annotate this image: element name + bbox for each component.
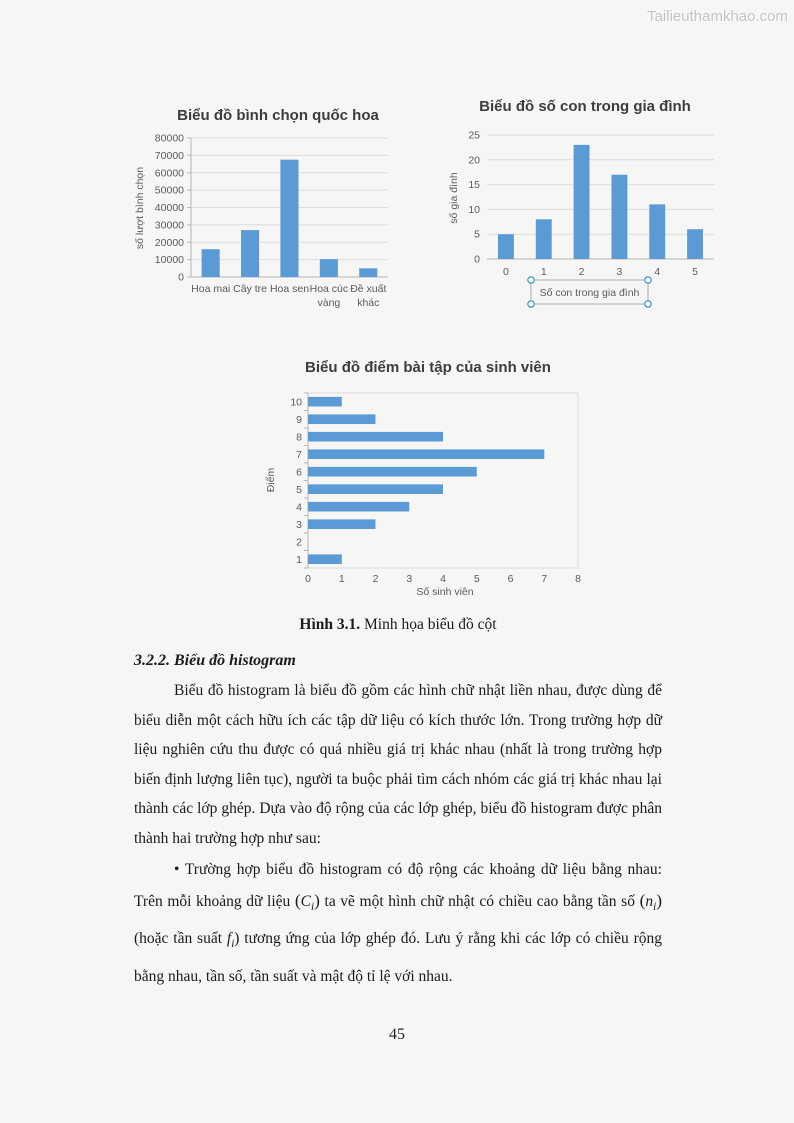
math-fi: $f_i$	[226, 930, 235, 951]
category-label: 7	[296, 448, 302, 461]
y-tick-label: 80000	[154, 132, 184, 145]
y-tick-label: 0	[474, 253, 480, 266]
category-label: 4	[654, 266, 661, 278]
y-tick-label: 40000	[154, 202, 184, 214]
category-label: 8	[296, 431, 302, 444]
bullet-text-4: ) tương ứng của lớp ghép đó. Lưu ý rằng khi các lớp có chiều rộng bằng nhau, tần số, tần suất và mật độ tỉ lệ với nhau.	[134, 930, 662, 985]
bullet-text-2: ta vẽ một hình chữ nhật có chiều cao bằng tần số	[319, 892, 640, 910]
paragraph-bullet-equal-width	[134, 854, 662, 993]
category-label: 4	[296, 501, 302, 514]
y-tick-label: 0	[178, 271, 184, 284]
chart-title[interactable]: Biểu đồ số con trong gia đình	[479, 98, 691, 115]
category-label: 1	[296, 553, 302, 566]
y-tick-label: 15	[468, 179, 480, 192]
bullet-text-1: • Trường hợp biểu đồ histogram có độ rộng các khoảng dữ liệu bằng nhau: Trên mỗi khoảng dữ liệu	[134, 860, 662, 910]
chart-children-per-family[interactable]	[445, 88, 755, 320]
x-tick-label: 7	[541, 573, 548, 585]
category-label: 2	[296, 536, 302, 549]
y-tick-label: 25	[468, 129, 480, 142]
category-label: 1	[540, 266, 547, 278]
y-tick-label: 20	[468, 154, 480, 167]
category-label: 5	[296, 483, 302, 496]
section-heading: 3.2.2. Biểu đồ histogram	[134, 652, 296, 669]
x-tick-label: 2	[372, 573, 379, 585]
chart-canvas[interactable]	[255, 352, 605, 614]
chart-national-flower-votes[interactable]	[128, 96, 428, 322]
x-tick-label: 1	[338, 573, 345, 585]
bar[interactable]	[308, 519, 376, 529]
bar[interactable]	[612, 175, 628, 259]
chart-title[interactable]: Biểu đồ điểm bài tập của sinh viên	[305, 359, 551, 376]
page-number: 45	[389, 1026, 405, 1043]
selection-handle[interactable]	[528, 277, 534, 283]
math-ni: $(n_i)$	[639, 890, 662, 914]
chart-canvas[interactable]	[128, 96, 428, 322]
bar[interactable]	[308, 554, 342, 564]
category-label: khác	[357, 297, 380, 309]
bar[interactable]	[574, 145, 590, 259]
selection-handle[interactable]	[645, 277, 651, 283]
bar[interactable]	[498, 234, 514, 259]
x-tick-label: 6	[507, 573, 514, 585]
bar[interactable]	[308, 449, 544, 459]
y-tick-label: 50000	[154, 184, 184, 197]
bar[interactable]	[687, 229, 703, 259]
bar[interactable]	[649, 204, 665, 259]
figure-caption	[134, 612, 662, 638]
bar[interactable]	[308, 467, 477, 477]
x-tick-label: 5	[473, 573, 480, 585]
chart-canvas[interactable]	[445, 88, 755, 320]
bar[interactable]	[308, 484, 443, 494]
bar[interactable]	[308, 414, 376, 424]
y-axis-title[interactable]: số gia đình	[448, 172, 460, 224]
category-label: Đề xuất	[350, 283, 387, 295]
bar[interactable]	[320, 259, 338, 277]
category-label: 10	[290, 396, 302, 409]
y-tick-label: 20000	[154, 236, 184, 249]
bullet-text-3: (hoặc tần suất	[134, 930, 227, 948]
paragraph-histogram-intro: Biểu đồ histogram là biểu đồ gồm các hình chữ nhật liền nhau, được dùng để biểu diễn một cách hữu ích các tập dữ liệu có kích thước lớn. Trong trường hợp dữ liệu nghiên cứu thu được có quá nhiều giá trị khác nhau (nhất là trong trường hợp biến định lượng liên tục), người ta buộc phải tìm cách nhóm các giá trị khác nhau lại thành các lớp ghép. Dựa vào độ rộng của các lớp ghép, biểu đồ histogram được phân thành hai trường hợp như sau:	[134, 682, 662, 847]
category-label: vàng	[317, 297, 341, 309]
x-tick-label: 3	[406, 573, 413, 585]
selection-handle[interactable]	[528, 301, 534, 307]
x-tick-label: 4	[440, 573, 446, 585]
figure-caption-text: Minh họa biểu đồ cột	[360, 616, 497, 633]
bar[interactable]	[536, 219, 552, 259]
figure-caption-number: Hình 3.1.	[299, 616, 361, 633]
bar[interactable]	[202, 249, 220, 277]
bar[interactable]	[241, 230, 259, 277]
category-label: 9	[296, 413, 302, 426]
text-column	[134, 612, 662, 992]
bar[interactable]	[308, 397, 342, 407]
selection-handle[interactable]	[645, 301, 651, 307]
y-tick-label: 10000	[154, 254, 184, 267]
x-axis-title-selected[interactable]	[528, 277, 651, 307]
watermark: Tailieuthamkhao.com	[647, 8, 788, 25]
x-axis-title[interactable]: Số con trong gia đình	[539, 287, 640, 299]
bar[interactable]	[308, 432, 443, 442]
category-label: 3	[296, 518, 302, 531]
y-tick-label: 5	[474, 228, 480, 241]
x-tick-label: 8	[575, 573, 581, 585]
chart-student-scores[interactable]	[255, 352, 605, 614]
category-label: Hoa mai	[191, 283, 231, 295]
y-tick-label: 60000	[154, 167, 184, 180]
chart-title[interactable]: Biểu đồ bình chọn quốc hoa	[177, 107, 379, 124]
math-Ci: $(C_i)$	[294, 890, 320, 914]
category-label: 6	[296, 466, 302, 479]
category-label: Hoa cúc	[309, 283, 349, 295]
category-label: Cây tre	[233, 283, 268, 295]
category-label: Hoa sen	[269, 283, 310, 295]
y-tick-label: 30000	[154, 219, 184, 232]
category-label: 3	[616, 266, 623, 278]
category-label: 5	[692, 266, 699, 278]
x-axis-title[interactable]: Số sinh viên	[416, 586, 474, 598]
y-tick-label: 10	[468, 203, 480, 216]
y-axis-title[interactable]: số lượt bình chọn	[134, 166, 146, 250]
category-label: 2	[578, 266, 585, 278]
bar[interactable]	[308, 502, 409, 512]
y-axis-title[interactable]: Điểm	[265, 467, 277, 493]
x-tick-label: 0	[305, 573, 311, 585]
bar[interactable]	[280, 160, 298, 277]
y-tick-label: 70000	[154, 149, 184, 162]
category-label: 0	[502, 266, 509, 278]
bar[interactable]	[359, 268, 377, 277]
